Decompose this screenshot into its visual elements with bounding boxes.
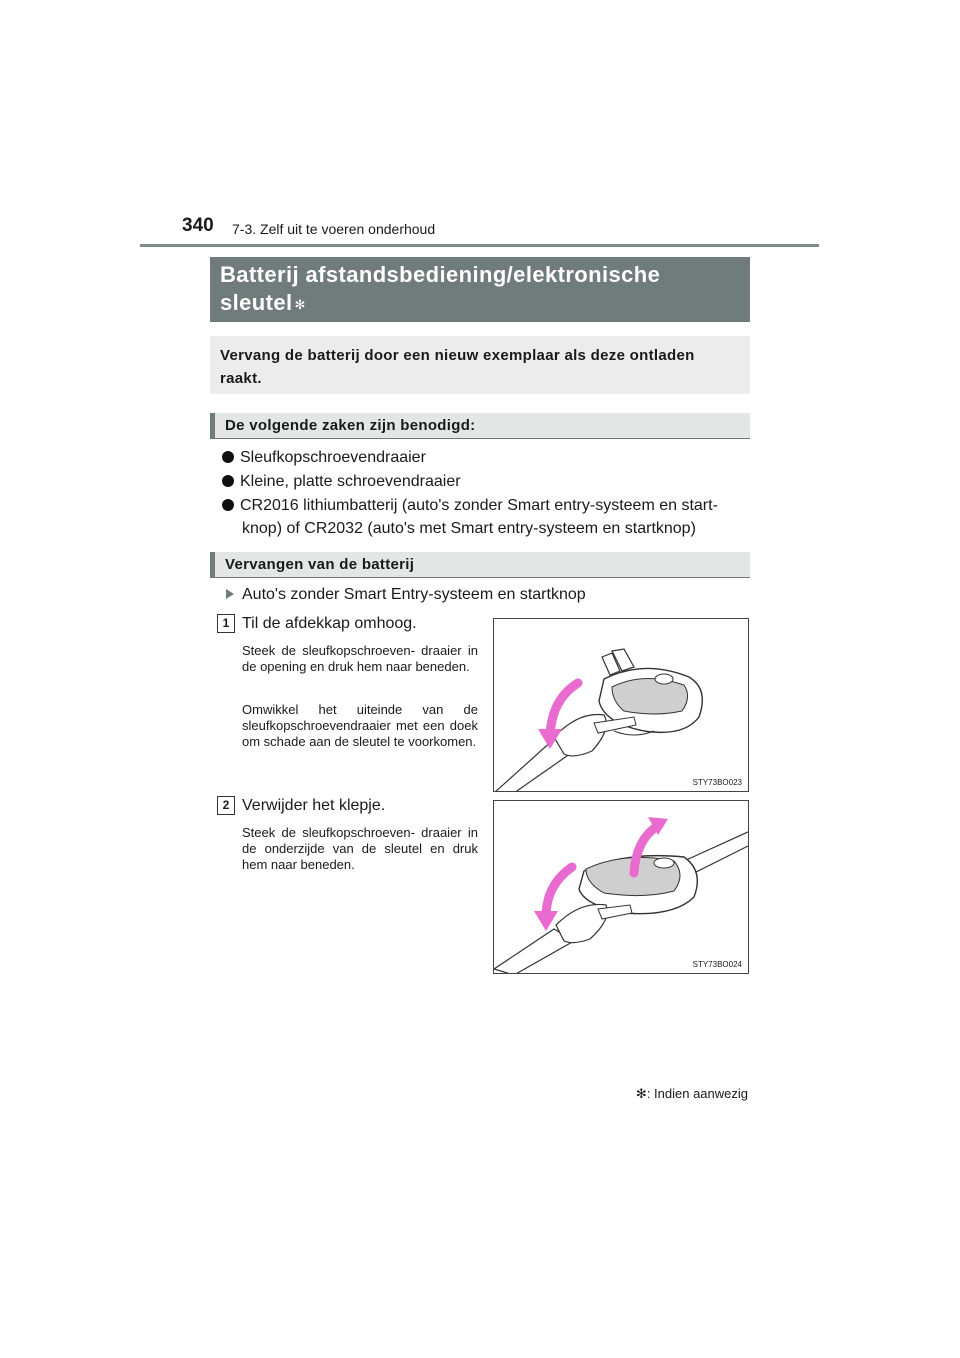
key-cover-illustration: [494, 619, 749, 792]
figure-code: STY73BO024: [692, 960, 742, 969]
footnote-text: : Indien aanwezig: [646, 1086, 748, 1101]
figure-step-2: [493, 800, 749, 974]
list-item: Sleufkopschroevendraaier: [222, 446, 426, 469]
step-2-title: Verwijder het klepje.: [242, 797, 386, 814]
bullet-icon: [222, 451, 234, 463]
figure-step-1: [493, 618, 749, 792]
section-title: 7-3. Zelf uit te voeren onderhoud: [232, 221, 436, 237]
title-text: Batterij afstandsbediening/elektronische sleutel: [220, 262, 661, 315]
needed-heading: De volgende zaken zijn benodigd:: [210, 413, 750, 439]
page-number: 340: [182, 215, 214, 236]
figure-code: STY73BO023: [692, 778, 742, 787]
bullet-icon: [222, 499, 234, 511]
list-item-continued: knop) of CR2032 (auto's met Smart entry-systeem en startknop): [242, 520, 696, 537]
footnote-mark: ✻: [635, 1086, 647, 1101]
page-title: [210, 257, 750, 322]
replace-heading: Vervangen van de batterij: [210, 552, 750, 578]
list-item: Kleine, platte schroevendraaier: [222, 470, 461, 493]
step-number-2: 2: [217, 796, 235, 815]
step-1-title: Til de afdekkap omhoog.: [242, 615, 417, 632]
triangle-arrow-icon: [226, 589, 234, 599]
header-rule: [140, 244, 819, 247]
bullet-icon: [222, 475, 234, 487]
intro-box: Vervang de batterij door een nieuw exemplaar als deze ontladen raakt.: [210, 336, 750, 394]
title-mark: ✻: [294, 297, 306, 312]
footnote: [636, 1086, 748, 1102]
replace-subheading: Auto's zonder Smart Entry-systeem en startknop: [226, 586, 586, 604]
key-lid-illustration: [494, 801, 749, 974]
step-1-note: Omwikkel het uiteinde van de sleufkopschroevendraaier met een doek om schade aan de sleutel te voorkomen.: [242, 702, 478, 749]
step-1-instruction: Steek de sleufkopschroeven- draaier in de opening en druk hem naar beneden.: [242, 643, 478, 674]
list-item: CR2016 lithiumbatterij (auto's zonder Smart entry-systeem en start-: [222, 494, 718, 517]
step-number-1: 1: [217, 614, 235, 633]
step-2-instruction: Steek de sleufkopschroeven- draaier in de onderzijde van de sleutel en druk hem naar beneden.: [242, 825, 478, 872]
